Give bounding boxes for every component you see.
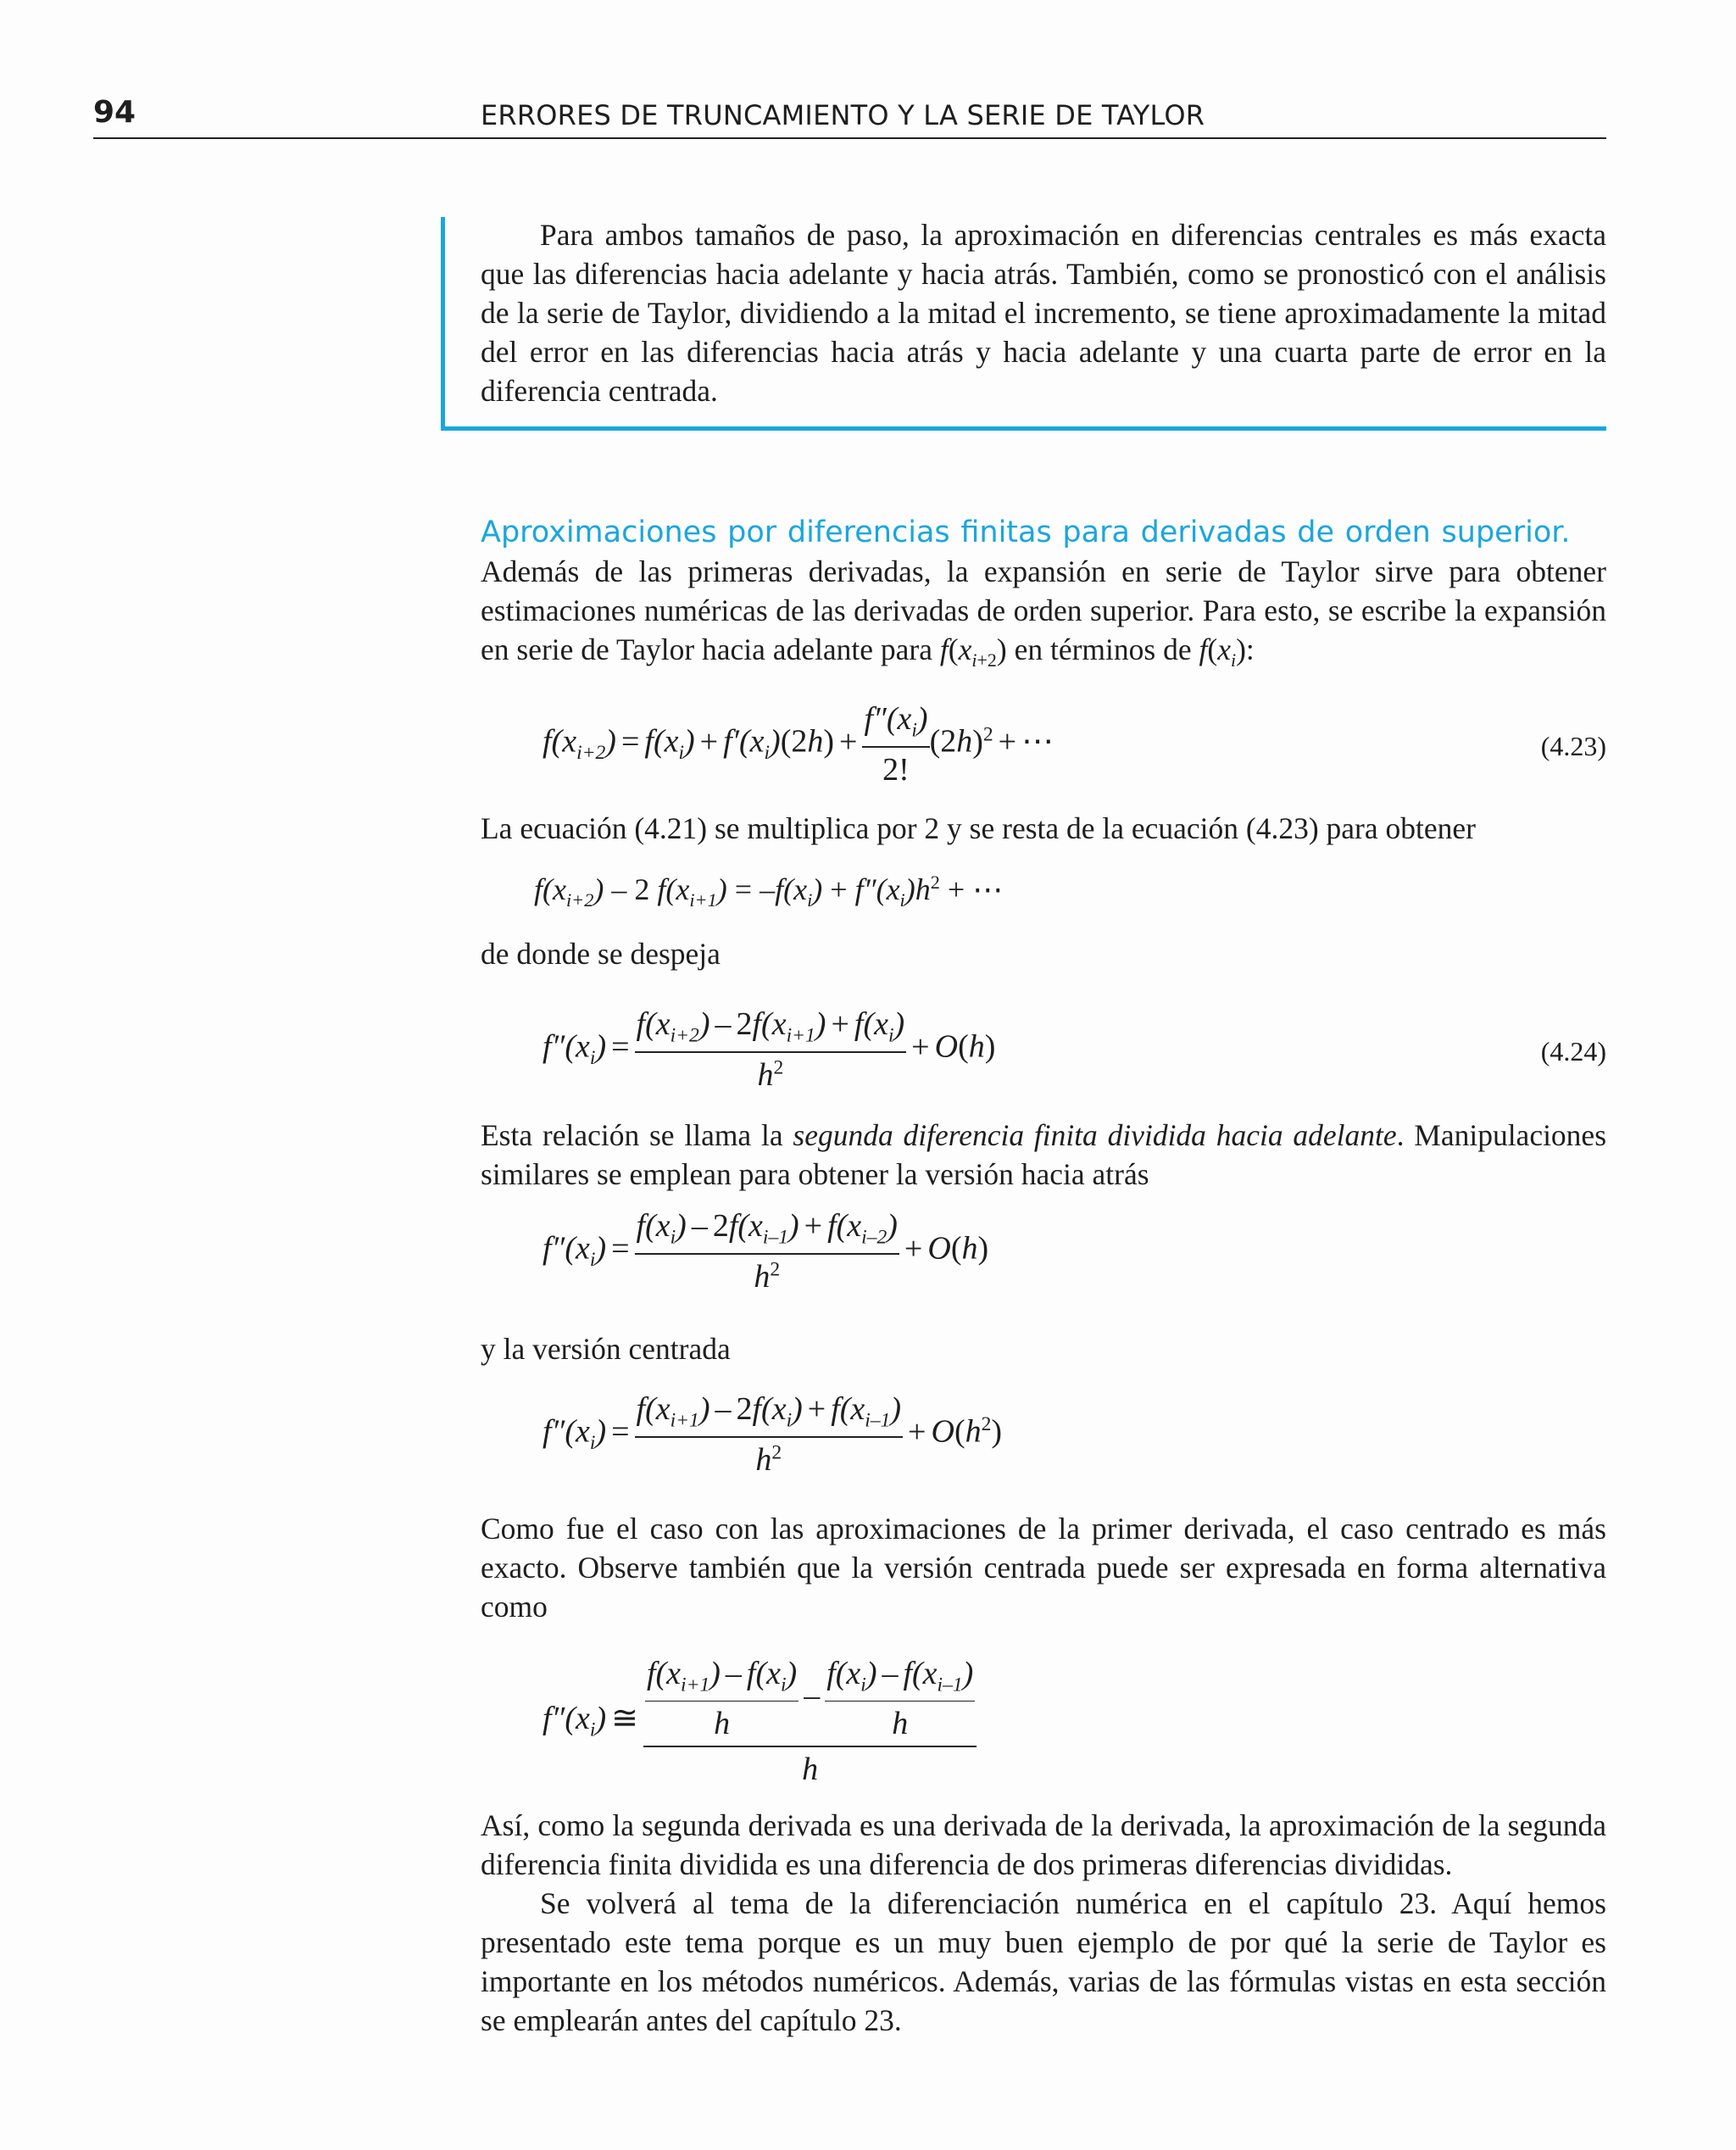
equation-4-23: $f(x_{i+2}) = f(x_i) + f'(x_i)(2h)$ + $\frac{f''(x_i)}{2!}$ $(2h)^2$ + ⋯ xyxy=(542,701,1054,788)
section-intro-text: Además de las primeras derivadas, la expansión en serie de Taylor sirve para obtener estimaciones numéricas de las derivadas de orden superior. Para esto, se escribe la expansión en serie de Taylor hacia adelante para xyxy=(481,554,1606,666)
equation-centered: $f''(x_i)$ = $\frac{f(x_{i+1}) - 2f(x_i) + f(x_{i-1})}{h^2}$ + $O(h^2)$ xyxy=(542,1391,1003,1478)
running-head: ERRORES DE TRUNCAMIENTO Y LA SERIE DE TAYLOR xyxy=(481,99,1205,131)
page-number: 94 xyxy=(93,95,136,130)
equation-number-4-24: (4.24) xyxy=(1540,1036,1606,1067)
callout-paragraph: Para ambos tamaños de paso, la aproximación en diferencias centrales es más exacta que las diferencias hacia adelante y hacia atrás. También, como se pronosticó con el análisis de la serie de Taylor, dividiendo a la mitad el incremento, se tiene aproximadamente la mitad del error en las diferencias hacia atrás y hacia adelante y una cuarta parte de error en la diferencia centrada. xyxy=(481,218,1606,408)
equation-alternative: $f''(x_i)$ ≅ $\frac{f(x_{i+1}) - f(x_i)}{h}$ – $\frac{f(x_i) - f(x_{i-1})}{h}$ h xyxy=(542,1655,976,1788)
callout-horizontal-bar xyxy=(441,426,1606,431)
paragraph-despeja: de donde se despeja xyxy=(481,937,721,971)
paragraph-multiply: La ecuación (4.21) se multiplica por 2 y se resta de la ecuación (4.23) para obtener xyxy=(481,811,1476,845)
paragraph-como: Como fue el caso con las aproximaciones de la primer derivada, el caso centrado es más exacto. Observe también que la versión centrada puede ser expresada en forma alternativa como xyxy=(481,1512,1606,1624)
paragraph-centrada: y la versión centrada xyxy=(481,1332,731,1366)
equation-4-24: $f''(x_i)$ = $\frac{f(x_{i+2}) - 2f(x_{i+1}) + f(x_i)}{h^2}$ + O(h) xyxy=(542,1006,996,1093)
equation-intermediate: $f(x_{i+2}) - 2$ $f(x_{i+1}) = -f(x_i) + f''(x_i)h^2$ + ⋯ xyxy=(534,872,1004,911)
equation-number-4-23: (4.23) xyxy=(1540,731,1606,761)
term-emphasis: segunda diferencia finita dividida hacia adelante xyxy=(793,1118,1397,1152)
paragraph-volvera: Se volverá al tema de la diferenciación numérica en el capítulo 23. Aquí hemos presentado este tema porque es un muy buen ejemplo de por qué la serie de Taylor es importante en los métodos numéricos. Además, varias de las fórmulas vistas en esta sección se emplearán antes del capítulo 23. xyxy=(481,1886,1606,2037)
callout-vertical-bar xyxy=(441,217,445,431)
paragraph-relacion: Esta relación se llama la segunda diferencia finita dividida hacia adelante. Manipulaciones similares se emplean para obtener la versión hacia atrás xyxy=(481,1118,1607,1191)
section-title: Aproximaciones por diferencias finitas para derivadas de orden superior. xyxy=(481,515,1571,549)
paragraph-asi: Así, como la segunda derivada es una derivada de la derivada, la aproximación de la segunda diferencia finita dividida es una diferencia de dos primeras diferencias divididas. xyxy=(481,1808,1606,1881)
header-rule xyxy=(93,137,1606,139)
equation-backward: $f''(x_i)$ = $\frac{f(x_i) - 2f(x_{i-1}) + f(x_{i-2})}{h^2}$ + O(h) xyxy=(542,1208,989,1295)
section-intro: Aproximaciones por diferencias finitas para derivadas de orden superior. Además de las primeras derivadas, la expansión en serie de Taylor sirve para obtener estimaciones numéricas de las derivadas de orden superior. Para esto, se escribe la expansión en serie de Taylor hacia adelante para $f(x_{i+2})$ en términos de $f(x_i)$: xyxy=(481,515,1606,671)
